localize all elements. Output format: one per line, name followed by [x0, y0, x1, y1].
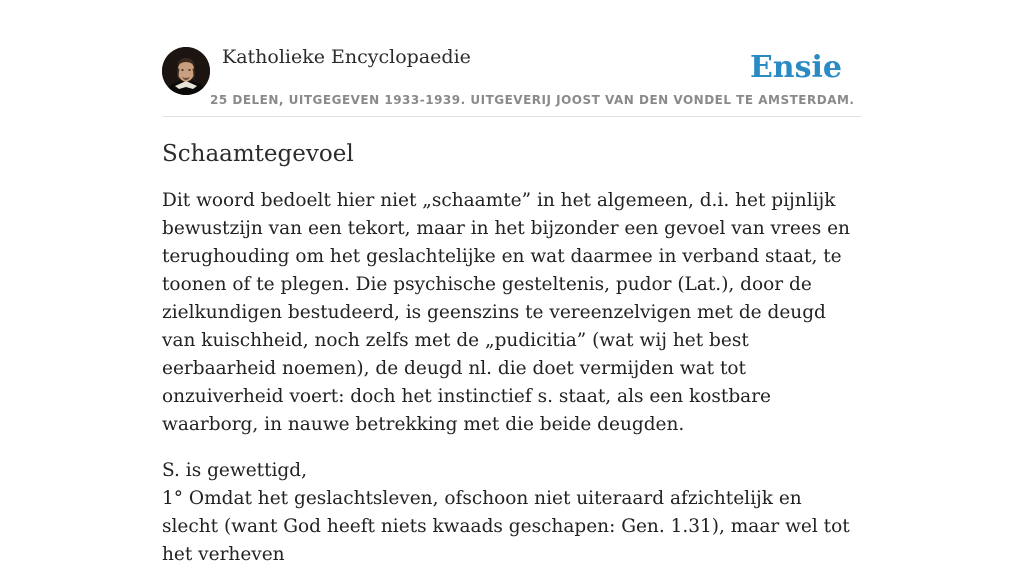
publication-avatar[interactable] [162, 47, 210, 95]
article [162, 138, 862, 587]
paragraph-line: S. is gewettigd, [162, 460, 307, 481]
publication-title[interactable]: Katholieke Encyclopaedie [222, 46, 471, 68]
article-paragraph: Dit woord bedoelt hier niet „schaamte” in het algemeen, d.i. het pijnlijk bewustzijn van een tekort, maar in het bijzonder een gevoel van vrees en terughouding om het geslachtelijke en wat daarmee in verband staat, te toonen of te plegen. Die psychische gesteltenis, pudor (Lat.), door de zielkundigen bestudeerd, is geenszins te vereenzelvigen met de deugd van kuischheid, noch zelfs met de „pudicitia” (wat wij het best eerbaarheid noemen), de deugd nl. die doet vermijden wat tot onzuiverheid voert: doch het instinctief s. staat, als een kostbare waarborg, in nauwe betrekking met die beide deugden. [162, 190, 850, 435]
publication-meta: 25 DELEN, UITGEGEVEN 1933-1939. UITGEVERIJ JOOST VAN DEN VONDEL TE AMSTERDAM. [210, 93, 855, 107]
article-paragraph [162, 457, 862, 569]
ensie-logo[interactable]: Ensie [749, 50, 842, 85]
portrait-icon [162, 47, 210, 95]
site-header [162, 40, 862, 117]
paragraph-line: 1° Omdat het geslachtsleven, ofschoon niet uiteraard afzichtelijk en slecht (want God heeft niets kwaads geschapen: Gen. 1.31), maar wel tot het verheven [162, 488, 850, 565]
page-title: Schaamtegevoel [162, 141, 354, 167]
